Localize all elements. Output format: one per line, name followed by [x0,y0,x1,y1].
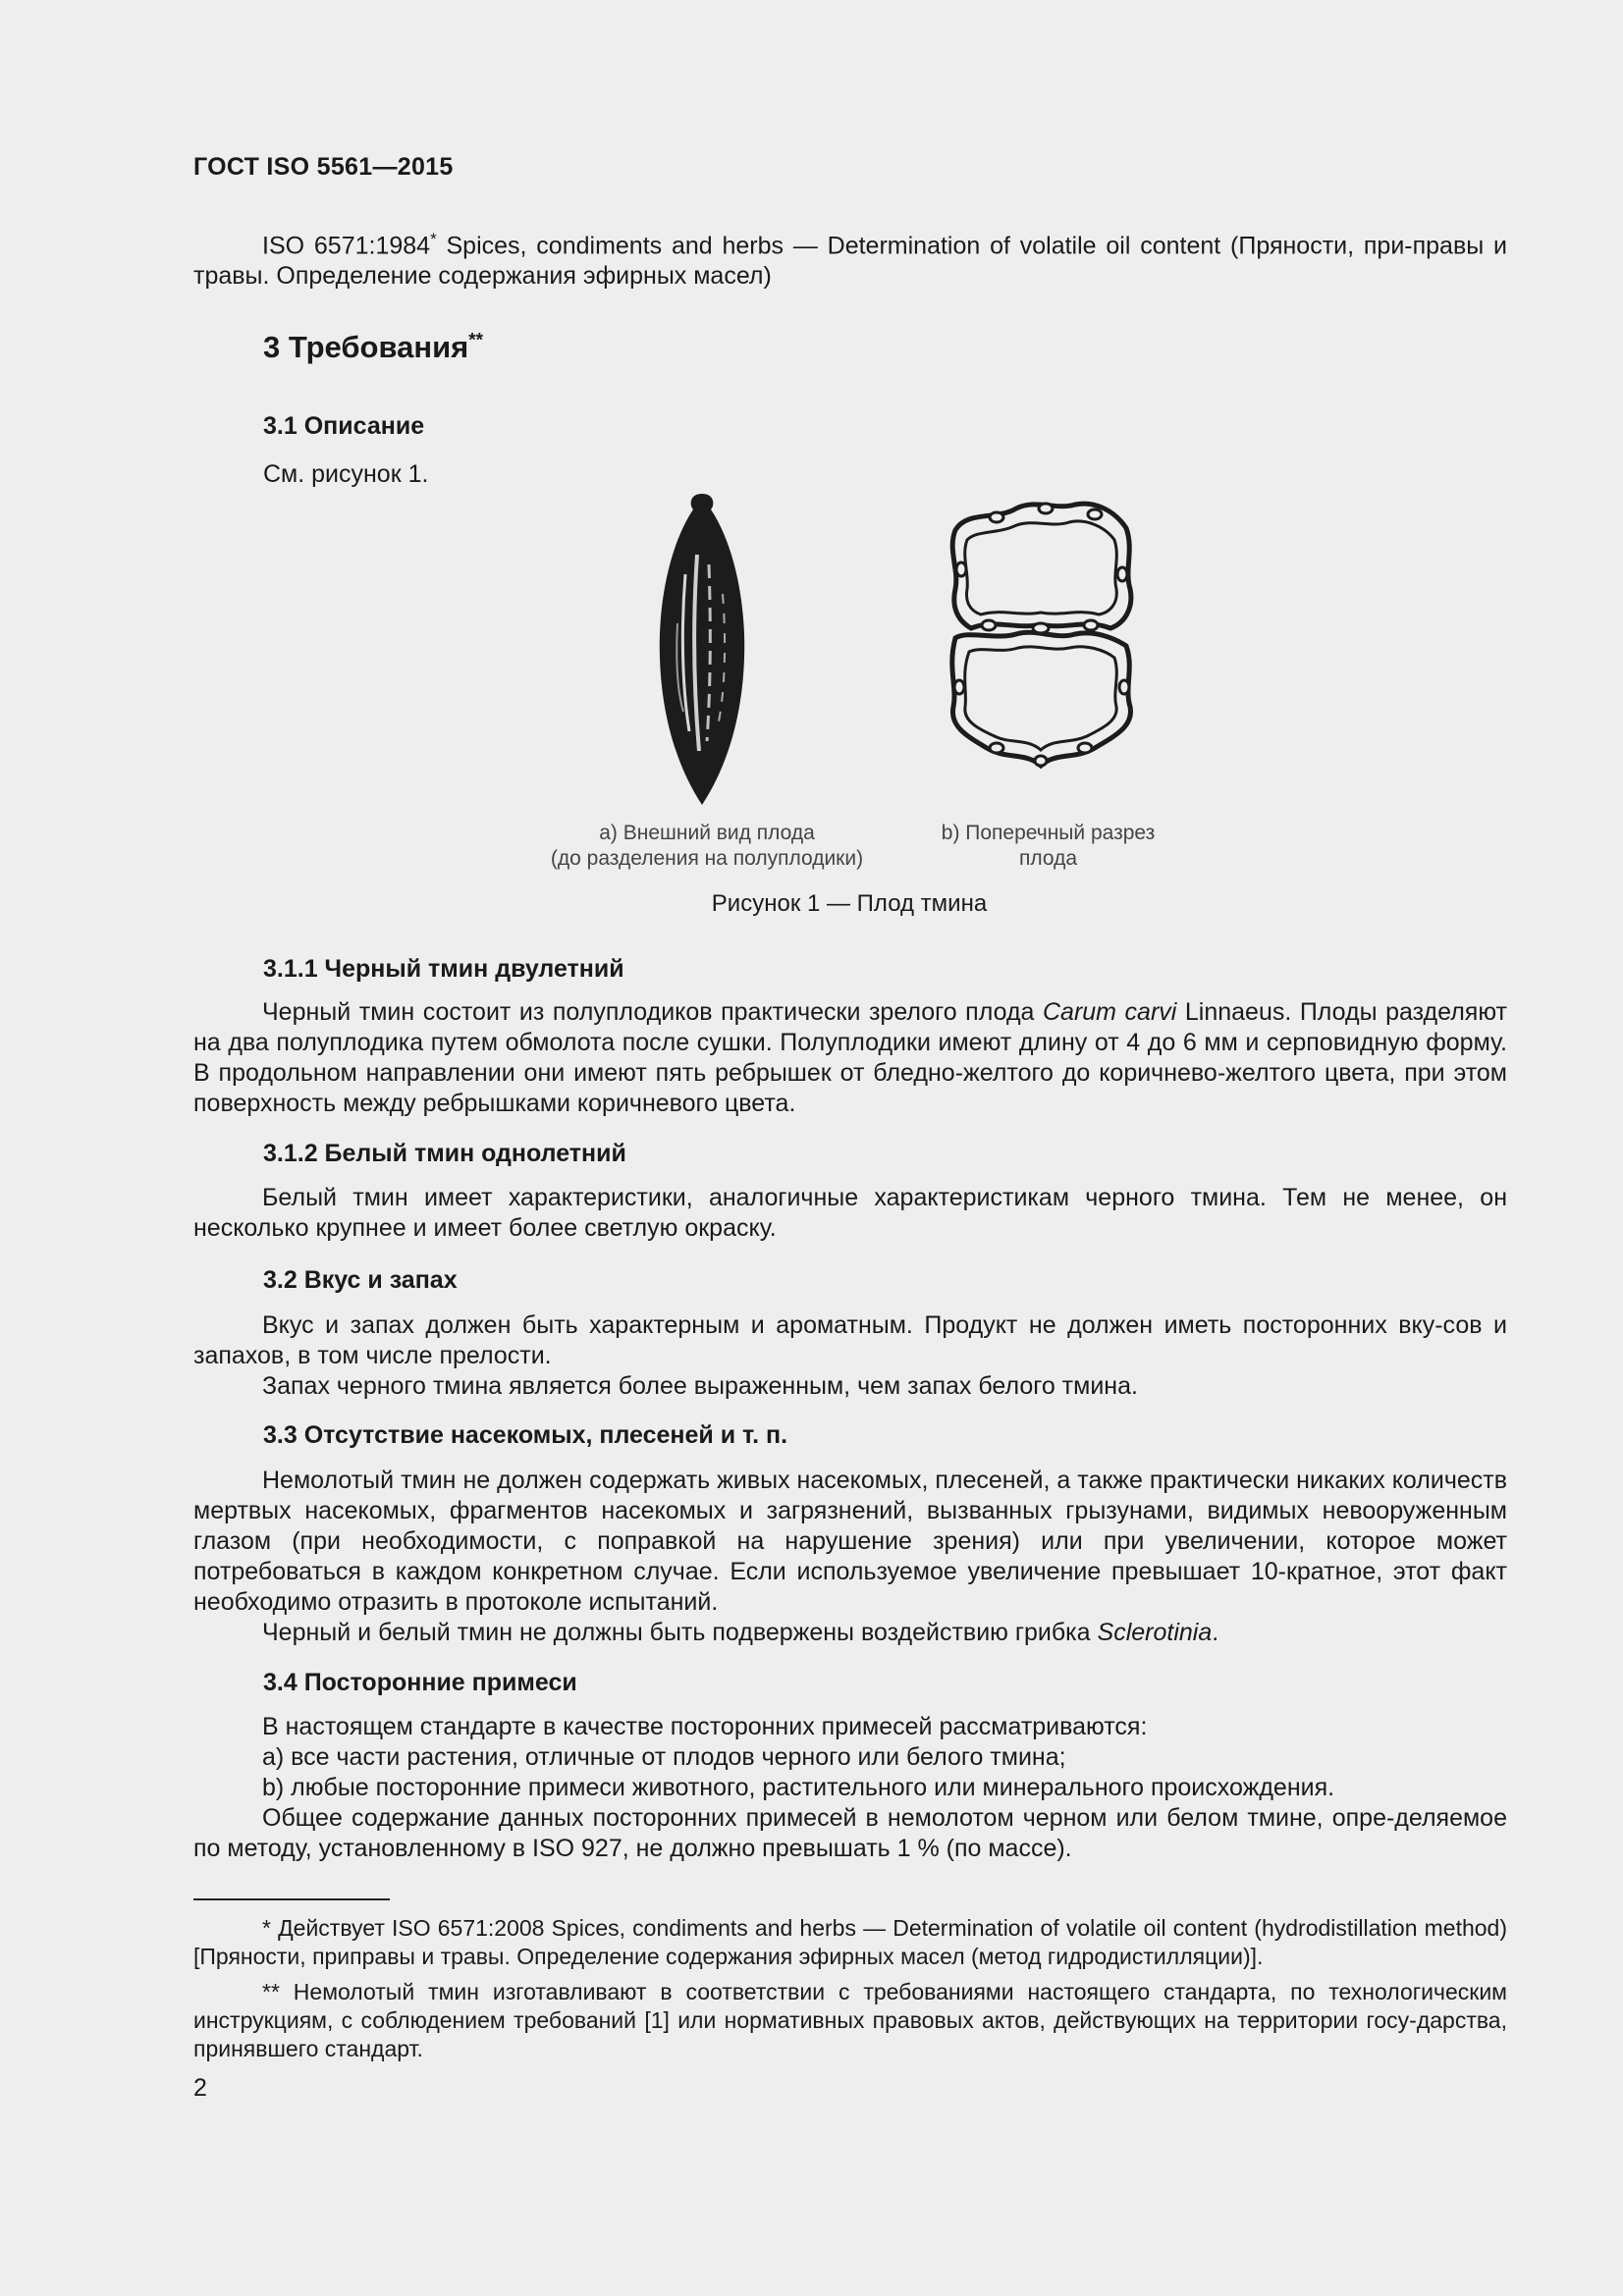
section-3-1-1-heading: 3.1.1 Черный тмин двулетний [263,955,624,983]
section-3-heading: 3 Требования** [263,330,484,364]
section-3-4-item-b: b) любые посторонние примеси животного, растительного или минерального происхождения. [262,1774,1335,1801]
footnote-separator [193,1898,390,1900]
section-3-4-heading: 3.4 Посторонние примеси [263,1669,577,1696]
section-3-3-text-1: Немолотый тмин не должен содержать живых насекомых, плесеней, а также практически никаких количеств мертвых насекомых, фрагментов насекомых и загрязнений, вызванных грызунами, видимых невооруженным глазом (при необходимости, с поправкой на нарушение зрения) или при увеличении, которое может потребоваться в каждом конкретном случае. Если используемое увеличение превышает 10-кратное, этот факт необходимо отразить в протоколе испытаний. [193,1467,1507,1616]
species-name: Carum carvi [1042,998,1177,1026]
figure-caption-a: а) Внешний вид плода (до разделения на полуплодики) [550,822,864,870]
footnote-2: ** Немолотый тмин изготавливают в соответствии с требованиями настоящего стандарта, по технологическим инструкциям, с соблюдением требований [1] или нормативных правовых актов, действующих на территории госу-дарства, принявшего стандарт. [193,1979,1507,2061]
section-3-2-heading: 3.2 Вкус и запах [263,1266,458,1294]
section-3-1-heading: 3.1 Описание [263,412,425,440]
section-3-1-2-text: Белый тмин имеет характеристики, аналогичные характеристикам черного тмина. Тем не менее, он несколько крупнее и имеет более светлую окраску. [193,1184,1507,1242]
footnote-1: * Действует ISO 6571:2008 Spices, condiments and herbs — Determination of volatile oil content (hydrodistillation method) [Пряности, приправы и травы. Определение содержания эфирных масел (метод гидродистилляции)]. [193,1915,1507,1969]
section-3-4-intro: В настоящем стандарте в качестве посторонних примесей рассматриваются: [262,1713,1148,1740]
section-3-2-text-1: Вкус и запах должен быть характерным и ароматным. Продукт не должен иметь посторонних вку-сов и запахов, в том числе прелости. [193,1311,1507,1369]
figure-caption-b: b) Поперечный разрез плода [941,822,1156,870]
figure-title: Рисунок 1 — Плод тмина [711,890,988,917]
fruit-exterior-illustration [638,486,766,810]
ref-id: ISO 6571:1984 [262,232,431,260]
fungus-name: Sclerotinia [1097,1619,1213,1646]
normative-reference-iso6571 [193,224,1507,292]
ref-text: Spices, condiments and herbs — Determination of volatile oil content (Пряности, при-правы и травы. Определение содержания эфирных масел) [193,232,1507,291]
section-3-1-text: См. рисунок 1. [263,460,429,488]
ref-footnote-mark: * [430,230,437,248]
page-number: 2 [193,2074,207,2102]
section-3-1-1-text: Черный тмин состоит из полуплодиков практически зрелого плода Carum carvi Linnaeus. Плоды разделяют на два полуплодика путем обмолота после сушки. Полуплодики имеют длину от 4 до 6 мм и серповидную форму. В продольном направлении они имеют пять ребрышек от бледно-желтого до коричнево-желтого цвета, при этом поверхность между ребрышками коричневого цвета. [193,998,1507,1117]
section-3-1-2-heading: 3.1.2 Белый тмин однолетний [263,1140,626,1167]
section-3-4-item-a: a) все части растения, отличные от плодов черного или белого тмина; [262,1743,1066,1771]
section-3-2-text-2: Запах черного тмина является более выраженным, чем запах белого тмина. [262,1372,1138,1400]
document-header: ГОСТ ISO 5561—2015 [193,153,454,181]
section-3-3-text-2: Черный и белый тмин не должны быть подвержены воздействию грибка Sclerotinia. [262,1619,1219,1646]
heading-footnote-mark: ** [468,330,484,351]
fruit-cross-section-illustration [938,491,1144,771]
section-3-3-heading: 3.3 Отсутствие насекомых, плесеней и т. п. [263,1421,788,1449]
section-3-4-total: Общее содержание данных посторонних примесей в немолотом черном или белом тмине, опре-деляемое по методу, установленному в ISO 927, не должно превышать 1 % (по массе). [193,1804,1507,1862]
